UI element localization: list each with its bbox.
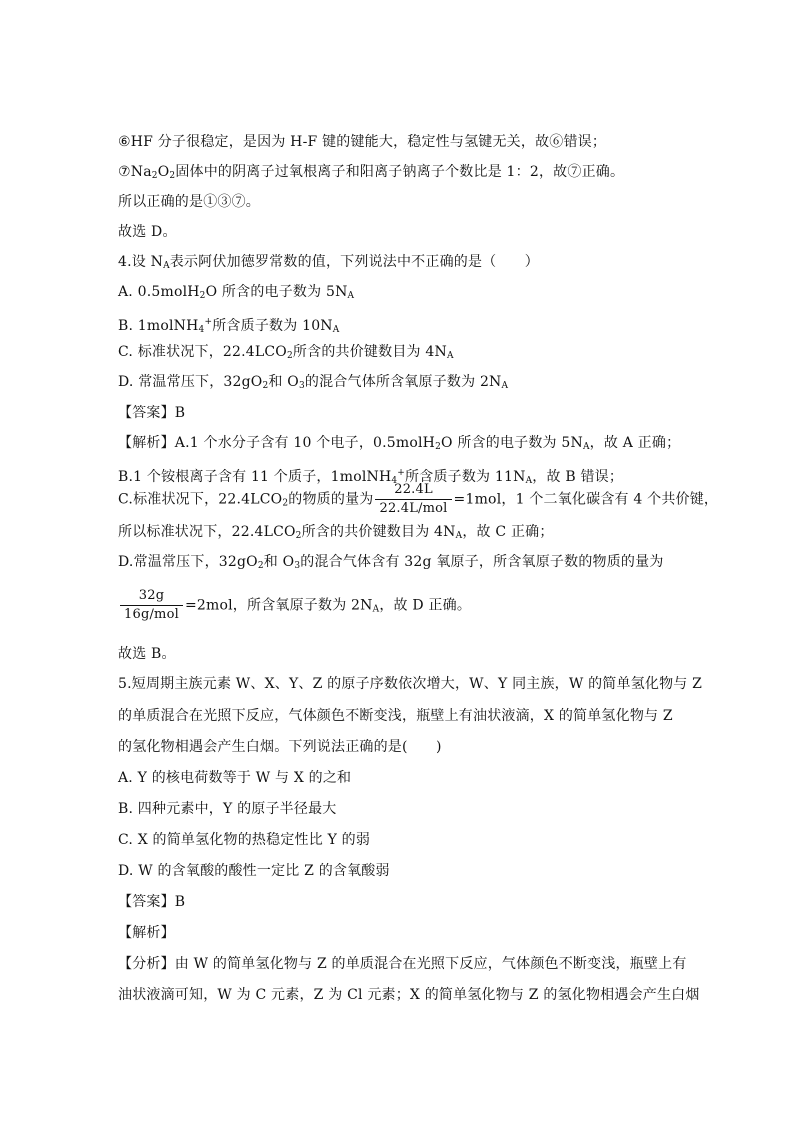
- option-a: A. 0.5molH$_2$O 所含的电子数为 $5N_A$: [118, 284, 355, 301]
- explanation-label: 【解析】: [118, 925, 175, 941]
- fraction: $\frac{32g}{\text{16g/mol}}$: [120, 588, 183, 623]
- option-c: C. X 的简单氢化物的热稳定性比 Y 的弱: [118, 832, 371, 848]
- text-line: $⑦Na_2O_2$固体中的阴离子过氧根离子和阳离子钠离子个数比是 1：2，故⑦正确。: [118, 164, 625, 181]
- text-line: 故选 D。: [118, 224, 177, 240]
- text-line: 故选 B。: [118, 646, 176, 662]
- question-5-stem: 的氢化物相遇会产生白烟。下列说法正确的是( ): [118, 739, 442, 755]
- question-5-stem: 5.短周期主族元素 W、X、Y、Z 的原子序数依次增大，W、Y 同主族，W 的简单氢化物与 Z: [118, 676, 703, 692]
- text-line: 所以正确的是①③⑦。: [118, 194, 260, 210]
- explanation-line: B.1 个铵根离子含有 11 个质子，1molNH$_4$+所含质子数为 $11N_A$，故 B 错误；: [118, 468, 624, 486]
- question-5-stem: 的单质混合在光照下反应，气体颜色不断变浅，瓶壁上有油状液滴，X 的简单氢化物与 Z: [118, 708, 673, 724]
- answer-label: 【答案】B: [118, 405, 186, 421]
- explanation-line: $\frac{32g}{\text{16g/mol}}$ =2mol，所含氧原子数为 $2N_A$，故 D 正确。: [118, 588, 471, 627]
- option-b: B. 四种元素中，Y 的原子半径最大: [118, 801, 337, 817]
- explanation-line: 【解析】A.1 个水分子含有 10 个电子，0.5molH$_2$O 所含的电子数为 $5N_A$，故 A 正确；: [118, 435, 681, 452]
- fraction: $\frac{22.4L}{\text{22.4L/mol}}$: [375, 482, 451, 517]
- option-d: D. W 的含氧酸的酸性一定比 Z 的含氧酸弱: [118, 863, 390, 879]
- option-c: C. 标准状况下，$22.4LCO_2$所含的共价键数目为 $4N_A$: [118, 344, 454, 361]
- explanation-line: 【分析】由 W 的简单氢化物与 Z 的单质混合在光照下反应，气体颜色不断变浅，瓶壁上有: [118, 956, 687, 972]
- explanation-line: 所以标准状况下，$22.4LCO_2$所含的共价键数目为 $4N_A$，故 C 正确；: [118, 524, 554, 541]
- option-d: D. 常温常压下，$32gO_2$和 $O_3$的混合气体所含氧原子数为 $2N_A$: [118, 374, 509, 391]
- explanation-line: C.标准状况下，$22.4LCO_2$的物质的量为 $\frac{22.4L}{\text{22.4L/mol}}$ =1mol，1 个二氧化碳含有 4 个共价键，: [118, 482, 719, 516]
- explanation-line: 油状液滴可知，W 为 C 元素，Z 为 Cl 元素；X 的简单氢化物与 Z 的氢化物相遇会产生白烟: [118, 987, 700, 1003]
- explanation-line: D.常温常压下，$32gO_2$和 $O_3$的混合气体含有 32g 氧原子，所含氧原子数的物质的量为: [118, 554, 664, 571]
- text-line: ⑥HF 分子很稳定，是因为 H-F 键的键能大，稳定性与氢键无关，故⑥错误；: [118, 134, 607, 150]
- option-b: B. 1molNH$_4$+所含质子数为 $10N_A$: [118, 317, 340, 335]
- question-4-stem: 4.设 $N_A$表示阿伏加德罗常数的值，下列说法中不正确的是（ ）: [118, 254, 539, 271]
- option-a: A. Y 的核电荷数等于 W 与 X 的之和: [118, 770, 352, 786]
- answer-label: 【答案】B: [118, 894, 186, 910]
